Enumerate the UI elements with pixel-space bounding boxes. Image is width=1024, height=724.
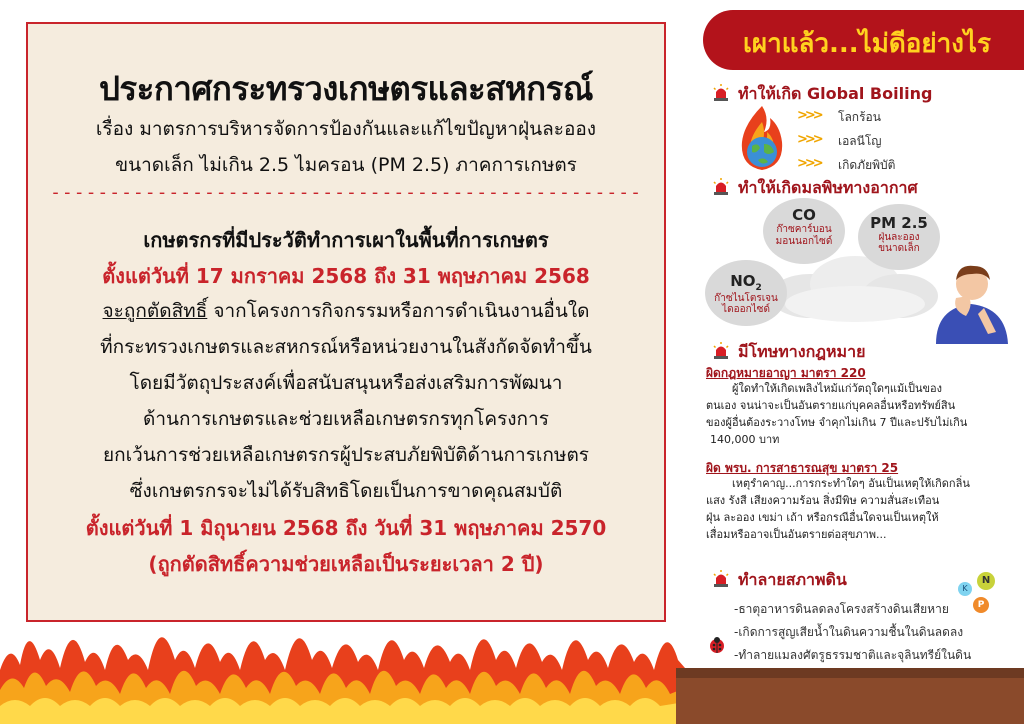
boiling-item-3: เกิดภัยพิบัติ [838, 158, 896, 172]
announcement-subtitle-line2: ขนาดเล็ก ไม่เกิน 2.5 ไมครอน (PM 2.5) ภาคการเกษตร [115, 154, 577, 176]
law2-line-2: แสง รังสี เสียงความร้อน สิ่งมีพิษ ความสั่นสะเทือน [706, 494, 940, 507]
pm25-desc-2: ขนาดเล็ก [878, 243, 920, 254]
no2-subscript: 2 [755, 283, 762, 293]
no2-label: NO [730, 272, 756, 290]
flames-illustration [0, 610, 685, 724]
body-line-8: ซึ่งเกษตรกรจะไม่ได้รับสิทธิโดยเป็นการขาดคุณสมบัติ [129, 480, 563, 502]
announcement-divider: -------------------------------------------------- [50, 182, 642, 203]
arrow-icon: >>> [797, 156, 821, 171]
revoked-rights-text: จะถูกตัดสิทธิ์ [102, 300, 208, 322]
body-line-3 [28, 296, 664, 326]
law1-line-1: ผู้ใดทำให้เกิดเพลิงไหม้แก่วัตถุใดๆแม้เป็นของ [732, 382, 942, 395]
body-line-5: โดยมีวัตถุประสงค์เพื่อสนับสนุนหรือส่งเสริมการพัฒนา [129, 372, 563, 394]
section-law-title [712, 340, 865, 365]
coughing-man-illustration [926, 258, 1016, 344]
law2-line-1: เหตุรำคาญ...การกระทำใดๆ อันเป็นเหตุให้เกิดกลิ่น [732, 477, 970, 490]
law1-line-4: 140,000 บาท [710, 433, 780, 446]
pm25-label: PM 2.5 [870, 214, 928, 232]
boiling-item-2: เอลนีโญ [838, 134, 882, 148]
body-line-3-rest: จากโครงการกิจกรรมหรือการดำเนินงานอื่นใด [207, 300, 590, 322]
section-air-pollution-label: ทำให้เกิดมลพิษทางอากาศ [738, 178, 918, 197]
body-line-4: ที่กระทรวงเกษตรและสหกรณ์หรือหน่วยงานในสังกัดจัดทำขึ้น [100, 336, 592, 358]
body-line-9-date-range: ตั้งแต่วันที่ 1 มิถุนายน 2568 ถึง วันที่ 31 พฤษภาคม 2570 [85, 516, 607, 540]
burning-earth-icon [734, 104, 790, 172]
arrow-icon: >>> [797, 108, 821, 123]
body-line-2-date-range: ตั้งแต่วันที่ 17 มกราคม 2568 ถึง 31 พฤษภาคม 2568 [102, 264, 590, 288]
right-header-banner [703, 10, 1024, 70]
body-line-6: ด้านการเกษตรและช่วยเหลือเกษตรกรทุกโครงการ [143, 408, 549, 430]
pm25-desc-1: ฝุ่นละออง [878, 232, 920, 243]
announcement-panel [26, 22, 666, 622]
nutrient-p-icon: P [973, 597, 989, 613]
siren-icon [712, 570, 730, 588]
section-global-boiling-label: ทำให้เกิด Global Boiling [738, 84, 933, 103]
ladybug-icon [708, 636, 726, 654]
section-soil-title [712, 568, 847, 593]
no2-desc-2: ไดออกไซด์ [722, 304, 770, 315]
body-line-10-duration: (ถูกตัดสิทธิ์ความช่วยเหลือเป็นระยะเวลา 2 ปี) [148, 552, 544, 576]
soil-item-1: -ธาตุอาหารดินลดลงโครงสร้างดินเสียหาย [734, 602, 949, 616]
announcement-title: ประกาศกระทรวงเกษตรและสหกรณ์ [98, 69, 593, 108]
siren-icon [712, 84, 730, 102]
co-description: ก๊าซคาร์บอนมอนนอกไซด์ [775, 224, 833, 247]
soil-topsoil-strip [676, 668, 1024, 678]
section-soil-label: ทำลายสภาพดิน [738, 570, 847, 589]
soil-item-2: -เกิดการสูญเสียน้ำในดินความชื้นในดินลดลง [734, 625, 964, 639]
arrow-icon: >>> [797, 132, 821, 147]
right-header-title: เผาแล้ว...ไม่ดีอย่างไร [743, 29, 991, 59]
siren-icon [712, 178, 730, 196]
law2-line-3: ฝุ่น ละออง เขม่า เถ้า หรือกรณีอื่นใดจนเป็นเหตุให้ [706, 511, 939, 524]
body-line-1: เกษตรกรที่มีประวัติทำการเผาในพื้นที่การเกษตร [143, 228, 549, 252]
siren-icon [712, 342, 730, 360]
no2-bubble [705, 260, 787, 326]
nutrient-k-icon: K [958, 582, 972, 596]
no2-desc-1: ก๊าซไนโตรเจน [714, 293, 778, 304]
law1-line-2: ตนเอง จนน่าจะเป็นอันตรายแก่บุคคลอื่นหรือทรัพย์สิน [706, 399, 956, 412]
co-bubble [763, 198, 845, 264]
soil-item-3: -ทำลายแมลงศัตรูธรรมชาติและจุลินทรีย์ในดิน [734, 648, 972, 662]
boiling-item-1: โลกร้อน [838, 110, 881, 124]
law1-line-3: ของผู้อื่นต้องระวางโทษ จำคุกไม่เกิน 7 ปีและปรับไม่เกิน [706, 416, 968, 429]
law2-line-4: เสื่อมหรืออาจเป็นอันตรายต่อสุขภาพ... [706, 528, 887, 541]
section-law-label: มีโทษทางกฎหมาย [738, 342, 866, 361]
law2-heading: ผิด พรบ. การสาธารณสุข มาตรา 25 [706, 461, 899, 475]
co-label: CO [792, 206, 816, 224]
section-air-pollution-title [712, 176, 918, 201]
law1-heading: ผิดกฎหมายอาญา มาตรา 220 [706, 366, 866, 380]
body-line-7: ยกเว้นการช่วยเหลือเกษตรกรผู้ประสบภัยพิบัติด้านการเกษตร [103, 444, 589, 466]
nutrient-n-icon: N [977, 572, 995, 590]
announcement-subtitle-line1: เรื่อง มาตรการบริหารจัดการป้องกันและแก้ไขปัญหาฝุ่นละออง [95, 118, 597, 140]
